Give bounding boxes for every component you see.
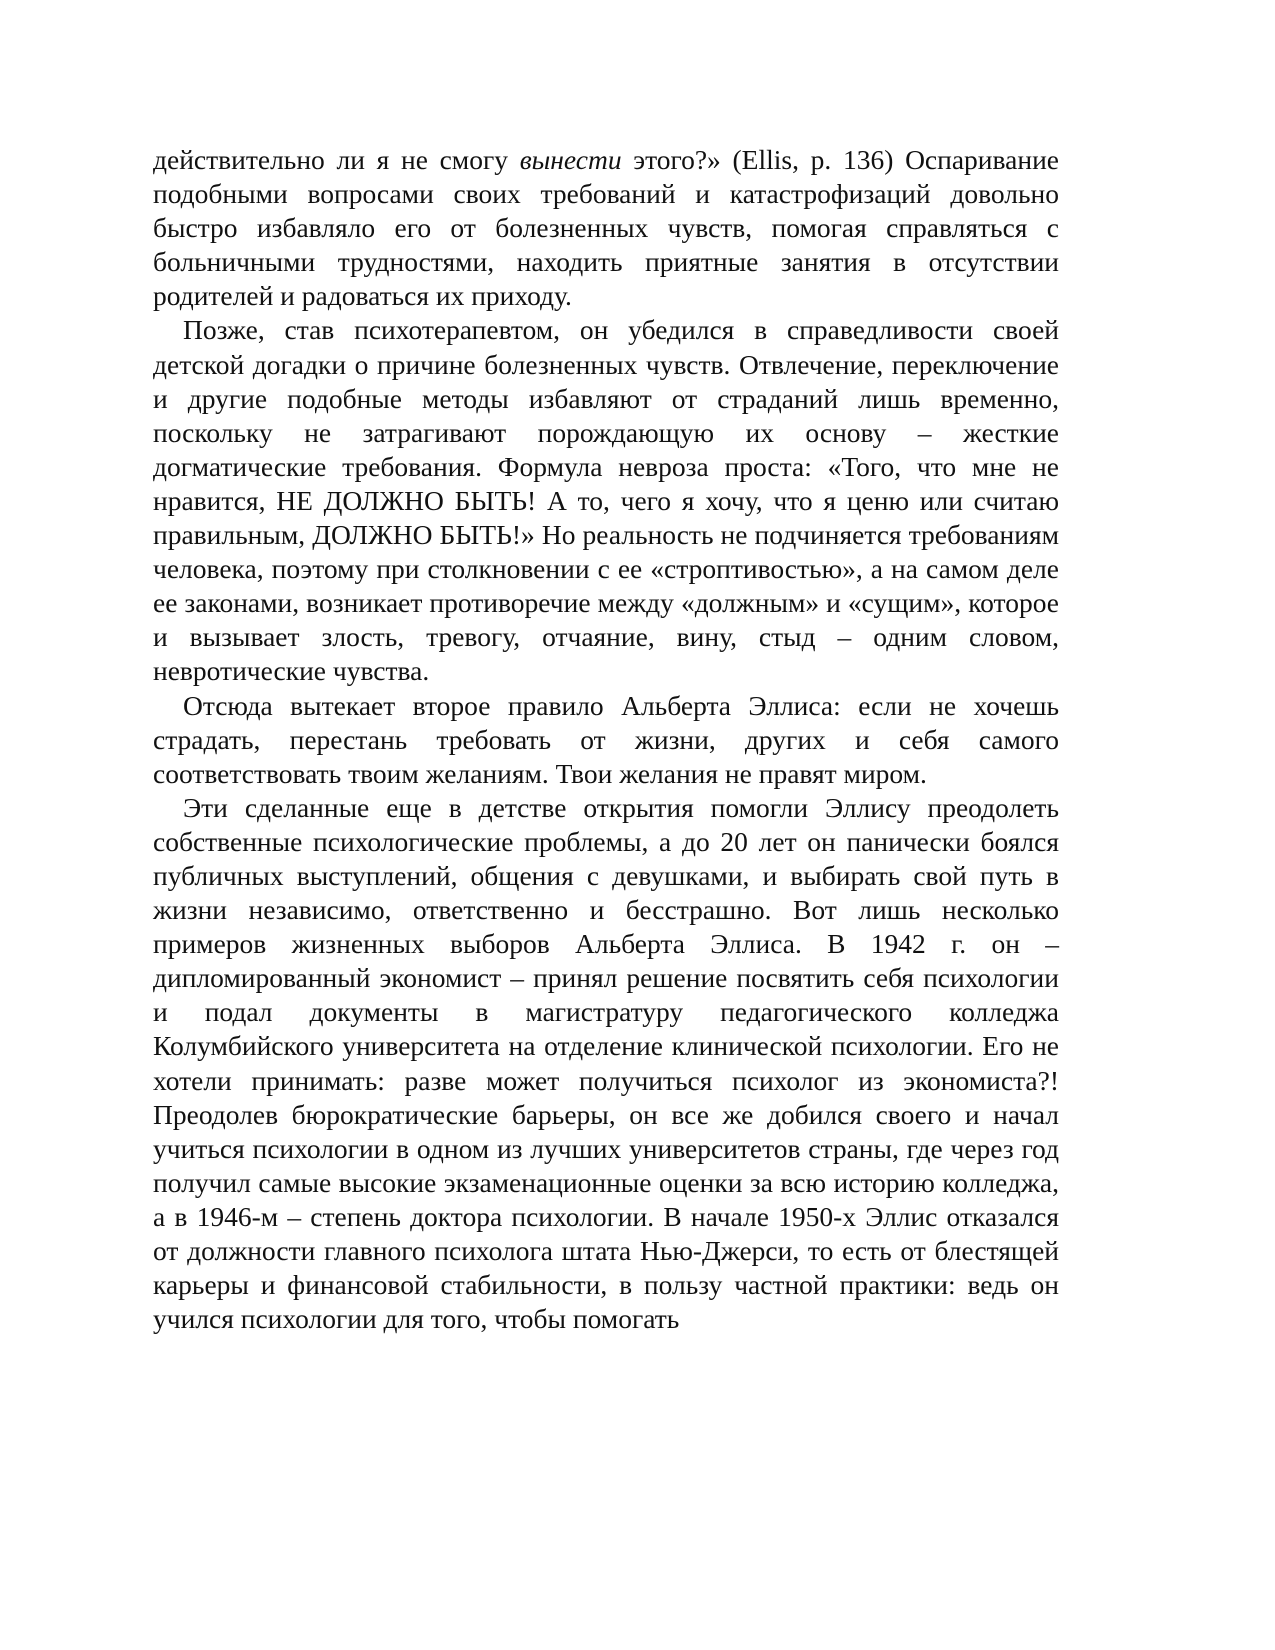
paragraph-continuation: [153, 143, 1059, 313]
paragraph: [153, 689, 1059, 791]
text-run: этого?» (Ellis, p. 136) Оспаривание подобными вопросами своих требований и катастрофизаций довольно быстро избавляло его от болезненных чувств, помогая справляться с больничными трудностями, находить приятные занятия в отсутствии родителей и радоваться их приходу.: [153, 144, 1059, 312]
body-text: [153, 143, 1059, 1336]
paragraph: [153, 791, 1059, 1337]
text-run: Позже, став психотерапевтом, он убедился в справедливости своей детской догадки о причине болезненных чувств. Отвлечение, переключение и другие подобные методы избавляют от страданий лишь временно, поскольку не затрагивают порождающую их основу – жесткие догматические требования. Формула невроза проста: «Того, что мне не нравится, НЕ ДОЛЖНО БЫТЬ! А то, чего я хочу, что я ценю или считаю правильным, ДОЛЖНО БЫТЬ!» Но реальность не подчиняется требованиям человека, поэтому при столкновении с ее «строптивостью», а на самом деле ее законами, возникает противоречие между «должным» и «сущим», которое и вызывает злость, тревогу, отчаяние, вину, стыд – одним словом, невротические чувства.: [153, 314, 1059, 687]
italic-text-run: вынести: [519, 144, 622, 175]
text-run: Эти сделанные еще в детстве открытия помогли Эллису преодолеть собственные психологические проблемы, а до 20 лет он панически боялся публичных выступлений, общения с девушками, и выбирать свой путь в жизни независимо, ответственно и бесстрашно. Вот лишь несколько примеров жизненных выборов Альберта Эллиса. В 1942 г. он – дипломированный экономист – принял решение посвятить себя психологии и подал документы в магистратуру педагогического колледжа Колумбийского университета на отделение клинической психологии. Его не хотели принимать: разве может получиться психолог из экономиста?! Преодолев бюрократические барьеры, он все же добился своего и начал учиться психологии в одном из лучших университетов страны, где через год получил самые высокие экзаменационные оценки за всю историю колледжа, а в 1946-м – степень доктора психологии. В начале 1950-х Эллис отказался от должности главного психолога штата Нью-Джерси, то есть от блестящей карьеры и финансовой стабильности, в пользу частной практики: ведь он учился психологии для того, чтобы помогать: [153, 791, 1059, 1335]
text-run: действительно ли я не смогу: [153, 144, 520, 175]
paragraph: [153, 313, 1059, 688]
text-run: Отсюда вытекает второе правило Альберта Эллиса: если не хочешь страдать, перестань требовать от жизни, других и себя самого соответствовать твоим желаниям. Твои желания не правят миром.: [153, 689, 1059, 789]
